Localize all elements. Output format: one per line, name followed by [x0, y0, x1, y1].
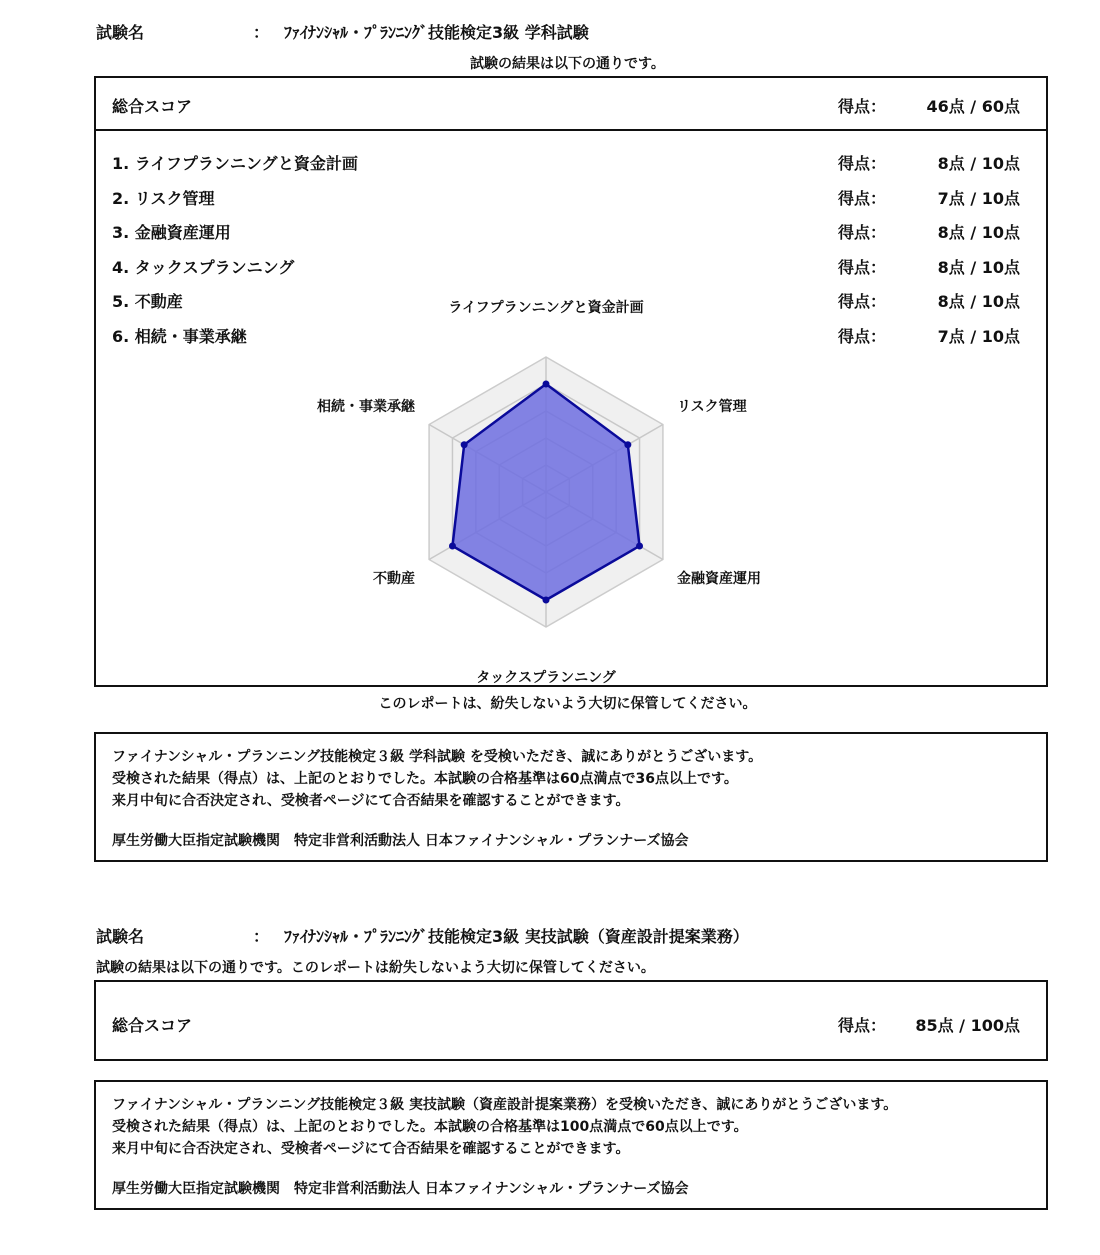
exam1-total-score: 46点 / 60点: [926, 97, 1020, 116]
subject-label: 1. ライフプランニングと資金計画: [112, 154, 358, 173]
radar-axis-label: 相続・事業承継: [317, 399, 416, 415]
subject-score-label: 得点：: [838, 292, 887, 311]
exam1-message-line: 受検された結果（得点）は、上記のとおりでした。本試験の合格基準は60点満点で36点以上です。: [112, 771, 738, 787]
subject-score-label: 得点：: [838, 223, 887, 242]
subject-score: 8点 / 10点: [937, 292, 1020, 311]
subject-label: 5. 不動産: [112, 292, 183, 311]
exam1-total-score-label: 得点：: [838, 97, 887, 116]
radar-point: [543, 381, 550, 388]
exam1-total-label: 総合スコア: [112, 97, 193, 116]
exam2-colon: ：: [253, 927, 270, 946]
exam2-organization: 厚生労働大臣指定試験機関 特定非営利活動法人 日本ファイナンシャル・プランナーズ協会: [112, 1181, 689, 1197]
subject-score: 8点 / 10点: [937, 223, 1020, 242]
radar-point: [449, 543, 456, 550]
exam2-message-line: 受検された結果（得点）は、上記のとおりでした。本試験の合格基準は100点満点で60点以上です。: [112, 1119, 748, 1135]
radar-point: [461, 441, 468, 448]
keep-notice: このレポートは、紛失しないよう大切に保管してください。: [378, 696, 757, 712]
exam1-subjects-box: [94, 129, 1048, 687]
exam1-name-label: 試験名: [96, 23, 145, 42]
radar-point: [543, 597, 550, 604]
radar-point: [636, 543, 643, 550]
subject-label: 3. 金融資産運用: [112, 223, 231, 242]
exam2-message-line: 来月中旬に合否決定され、受検者ページにて合否結果を確認することができます。: [112, 1141, 630, 1157]
exam2-message-box: [94, 1080, 1048, 1210]
subject-score: 8点 / 10点: [937, 154, 1020, 173]
exam1-organization: 厚生労働大臣指定試験機関 特定非営利活動法人 日本ファイナンシャル・プランナーズ協会: [112, 833, 689, 849]
exam2-intro: 試験の結果は以下の通りです。このレポートは紛失しないよう大切に保管してください。: [96, 960, 655, 976]
exam2-total-score-label: 得点：: [838, 1016, 887, 1035]
exam1-name: ﾌｧｲﾅﾝｼｬﾙ・ﾌﾟﾗﾝﾆﾝｸﾞ技能検定3級 学科試験: [284, 23, 589, 42]
exam2-message-line: ファイナンシャル・プランニング技能検定３級 実技試験（資産設計提案業務）を受検いただき、誠にありがとうございます。: [112, 1097, 898, 1113]
subject-label: 2. リスク管理: [112, 188, 215, 208]
subject-label: 4. タックスプランニング: [112, 257, 295, 277]
subject-score-label: 得点：: [838, 326, 887, 346]
radar-axis-label: 金融資産運用: [676, 571, 761, 587]
exam2-total-score: 85点 / 100点: [915, 1016, 1020, 1035]
exam2-total-label: 総合スコア: [112, 1016, 193, 1035]
subject-score: 7点 / 10点: [937, 188, 1020, 208]
exam1-message-line: ファイナンシャル・プランニング技能検定３級 学科試験 を受検いただき、誠にありがとうございます。: [112, 749, 763, 765]
subject-score-label: 得点：: [838, 257, 887, 277]
exam1-message-line: 来月中旬に合否決定され、受検者ページにて合否結果を確認することができます。: [112, 793, 630, 809]
exam2-name: ﾌｧｲﾅﾝｼｬﾙ・ﾌﾟﾗﾝﾆﾝｸﾞ技能検定3級 実技試験（資産設計提案業務）: [284, 927, 749, 946]
radar-chart: [96, 131, 1046, 687]
exam1-intro: 試験の結果は以下の通りです。: [470, 56, 665, 72]
radar-axis-label: タックスプランニング: [476, 670, 616, 686]
radar-point: [624, 441, 631, 448]
exam1-message-box: [94, 732, 1048, 862]
subject-score: 8点 / 10点: [937, 257, 1020, 277]
subject-score: 7点 / 10点: [937, 326, 1020, 346]
radar-axis-label: ライフプランニングと資金計画: [448, 300, 644, 316]
subject-score-label: 得点：: [838, 188, 887, 208]
exam1-colon: ：: [253, 23, 270, 42]
exam2-total-box: [94, 980, 1048, 1061]
radar-axis-label: リスク管理: [676, 399, 747, 415]
radar-axis-label: 不動産: [373, 571, 416, 587]
exam2-name-label: 試験名: [96, 927, 145, 946]
exam1-total-box: [94, 76, 1048, 131]
subject-score-label: 得点：: [838, 154, 887, 173]
subject-label: 6. 相続・事業承継: [112, 326, 247, 346]
